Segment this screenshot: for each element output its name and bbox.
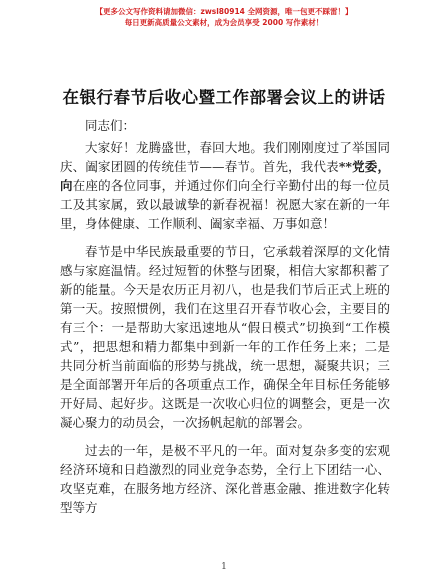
paragraph-1 bbox=[60, 138, 390, 233]
paragraph-1-part-b: 在座的各位同事，并通过你们向全行辛勤付出的每一位员工及其家属，致以最诚挚的新春祝福！祝愿大家在新的一年里，身体健康、工作顺利、阖家幸福、万事如意！ bbox=[60, 178, 390, 231]
document-title: 在银行春节后收心暨工作部署会议上的讲话 bbox=[62, 88, 386, 107]
banner-line-2: 每日更新高质量公文素材，成为会员享受 2000 写作素材！ bbox=[124, 18, 324, 27]
paragraph-3: 过去的一年，是极不平凡的一年。面对复杂多变的宏观经济环境和日趋激烈的同业竞争态势，全行上下团结一心、攻坚克难，在服务地方经济、深化普惠金融、推进数字化转型等方 bbox=[60, 443, 390, 515]
page-number: 1 bbox=[221, 562, 227, 572]
paragraph-1-part-a: 大家好！龙腾盛世，春回大地。我们刚刚度过了举国同庆、阖家团圆的传统佳节——春节。首先，我代表 bbox=[60, 140, 390, 174]
greeting: 同志们： bbox=[85, 118, 136, 133]
banner-line-1: 【更多公文写作资料请加微信：zwsl80914 全网资源，唯一包更不踩雷！】 bbox=[95, 7, 353, 16]
paragraph-1-bold: **党委，向 bbox=[60, 159, 390, 193]
paragraph-2: 春节是中华民族最重要的节日，它承载着深厚的文化情感与家庭温情。经过短暂的休整与团聚，相信大家都积蓄了新的能量。今天是农历正月初八，也是我们节后正式上班的第一天。按照惯例，我们在这里召开春节收心会，主要目的有三个：一是帮助大家迅速地从“假日模式”切换到“工作模式”，把思想和精力都集中到新一年的工作任务上来；二是共同分析当前面临的形势与挑战，统一思想，凝聚共识；三是全面部署开年后的各项重点工作，确保全年目标任务能够开好局、起好步。这既是一次收心归位的调整会，更是一次凝心聚力的动员会，一次扬帆起航的部署会。 bbox=[60, 244, 390, 430]
document-body bbox=[60, 116, 390, 523]
promo-banner bbox=[0, 6, 448, 28]
